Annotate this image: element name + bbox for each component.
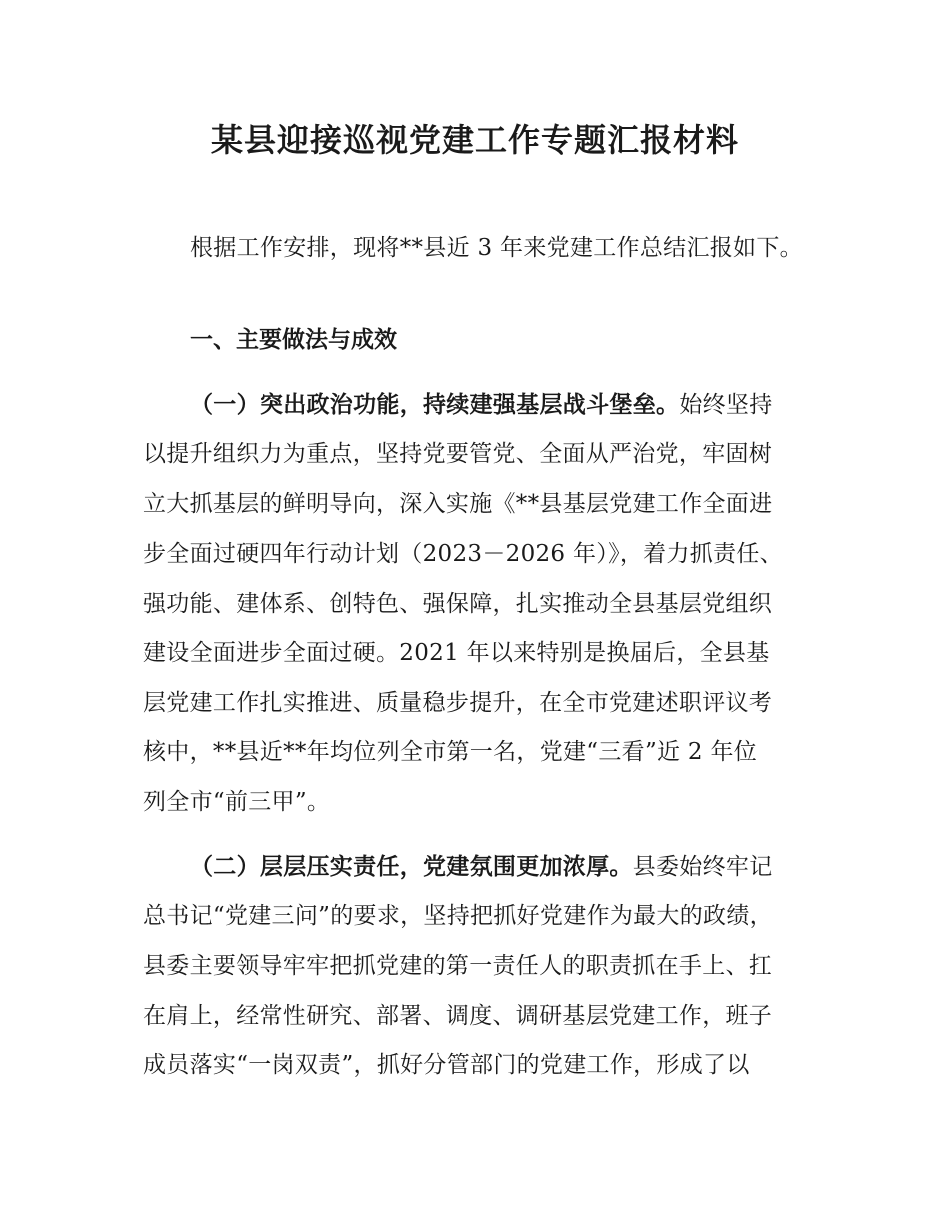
- item1-line: 步全面过硬四年行动计划（2023－2026 年）》，着力抓责任、: [143, 541, 783, 567]
- document-title: 某县迎接巡视党建工作专题汇报材料: [210, 121, 739, 159]
- item1-line: 层党建工作扎实推进、质量稳步提升，在全市党建述职评议考: [143, 690, 773, 716]
- item2-line: 成员落实“一岗双责”，抓好分管部门的党建工作，形成了以: [143, 1052, 750, 1078]
- item2-lead: （二）层层压实责任，党建氛围更加浓厚。: [190, 854, 633, 880]
- item2-line: 在肩上，经常性研究、部署、调度、调研基层党建工作，班子: [143, 1003, 773, 1029]
- item1-first-line-rest: 始终坚持: [679, 392, 773, 418]
- item1-line: 列全市“前三甲”。: [143, 789, 331, 815]
- intro-paragraph: 根据工作安排，现将**县近 3 年来党建工作总结汇报如下。: [190, 235, 803, 261]
- item1-line: 以提升组织力为重点，坚持党要管党、全面从严治党，牢固树: [143, 441, 773, 467]
- item1-line: 立大抓基层的鲜明导向，深入实施《**县基层党建工作全面进: [143, 491, 773, 517]
- item2-first-line: [190, 847, 773, 887]
- section-heading: 一、主要做法与成效: [190, 327, 397, 353]
- item1-line: 强功能、建体系、创特色、强保障，扎实推动全县基层党组织: [143, 591, 773, 617]
- item1-line: 核中，**县近**年均位列全市第一名，党建“三看”近 2 年位: [143, 739, 758, 765]
- item1-lead: （一）突出政治功能，持续建强基层战斗堡垒。: [190, 392, 680, 418]
- item2-first-line-rest: 县委始终牢记: [632, 854, 773, 880]
- item1-first-line: [190, 385, 773, 425]
- item2-line: 总书记“党建三问”的要求，坚持把抓好党建作为最大的政绩，: [143, 903, 773, 929]
- item1-line: 建设全面进步全面过硬。2021 年以来特别是换届后，全县基: [143, 640, 770, 666]
- item2-line: 县委主要领导牢牢把抓党建的第一责任人的职责抓在手上、扛: [143, 953, 773, 979]
